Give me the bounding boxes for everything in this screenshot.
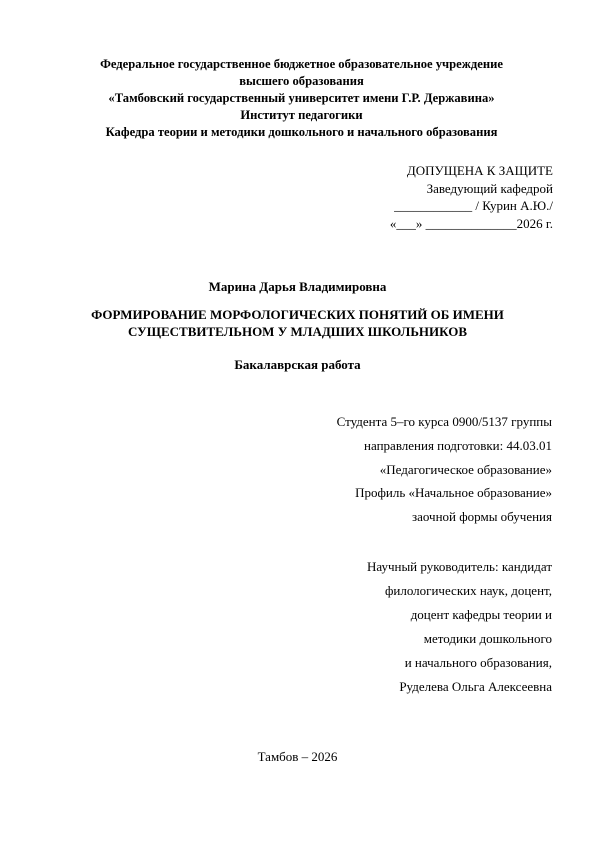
- header-line: «Тамбовский государственный университет имени Г.Р. Державина»: [108, 91, 495, 105]
- student-line: направления подготовки: 44.03.01: [364, 437, 552, 453]
- student-line: «Педагогическое образование»: [379, 461, 552, 477]
- approval-line: ДОПУЩЕНА К ЗАЩИТЕ: [406, 163, 553, 178]
- work-type: Бакалаврская работа: [234, 357, 361, 372]
- city-year: Тамбов – 2026: [257, 749, 338, 764]
- header-line: Институт педагогики: [240, 108, 363, 122]
- supervisor-info: [367, 555, 552, 698]
- supervisor-line: доцент кафедры теории и: [410, 606, 552, 622]
- supervisor-line: филологических наук, доцент,: [384, 582, 552, 598]
- title-line: СУЩЕСТВИТЕЛЬНОМ У МЛАДШИХ ШКОЛЬНИКОВ: [127, 323, 468, 339]
- thesis-title: [0, 307, 595, 340]
- approval-line: ____________ / Курин А.Ю./: [394, 198, 553, 213]
- supervisor-line: методики дошкольного: [423, 630, 552, 646]
- student-line: Профиль «Начальное образование»: [355, 485, 552, 501]
- supervisor-line: и начального образования,: [404, 654, 552, 670]
- approval-line: «___» ______________2026 г.: [389, 215, 553, 231]
- author-name: Марина Дарья Владимировна: [208, 279, 387, 294]
- title-line: ФОРМИРОВАНИЕ МОРФОЛОГИЧЕСКИХ ПОНЯТИЙ ОБ ИМЕНИ: [91, 307, 504, 322]
- approval-line: Заведующий кафедрой: [426, 180, 553, 196]
- student-info: [337, 410, 552, 529]
- header-line: Федеральное государственное бюджетное образовательное учреждение: [100, 57, 503, 71]
- supervisor-line: Руделева Ольга Алексеевна: [399, 678, 552, 694]
- student-line: Студента 5–го курса 0900/5137 группы: [336, 414, 552, 429]
- institution-header: [60, 56, 543, 141]
- header-line: Кафедра теории и методики дошкольного и начального образования: [105, 125, 498, 139]
- header-line: высшего образования: [239, 74, 364, 88]
- supervisor-line: Научный руководитель: кандидат: [366, 559, 552, 574]
- approval-block: [390, 162, 553, 232]
- student-line: заочной формы обучения: [411, 509, 552, 525]
